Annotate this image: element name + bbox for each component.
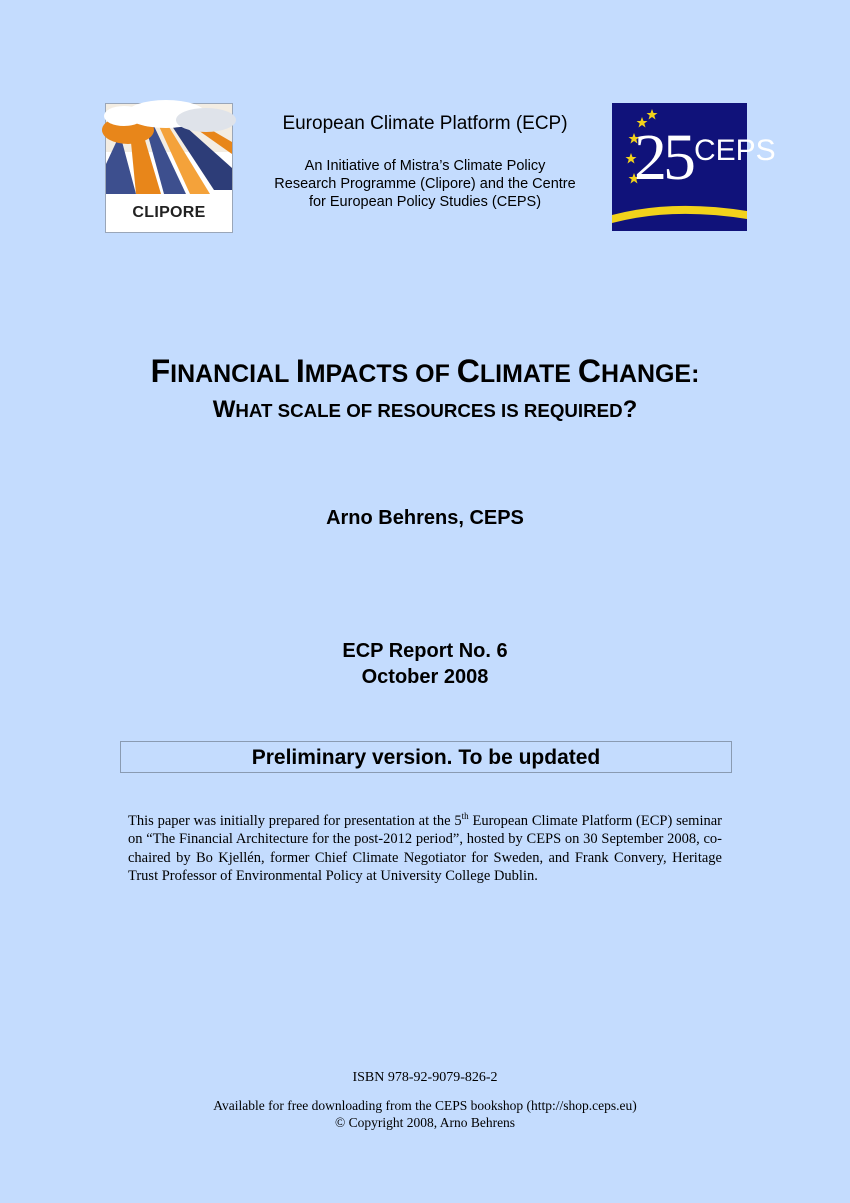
download-note: Available for free downloading from the CEPS bookshop (http://shop.ceps.eu) (213, 1098, 637, 1113)
organization-subtitle-line: for European Policy Studies (CEPS) (308, 194, 542, 210)
title-main: FINANCIAL IMPACTS OF CLIMATE CHANGE: (150, 353, 700, 389)
intro-paragraph: This paper was initially prepared for presentation at the 5th European Climate Platform (ECP) seminar on “The Financial Architecture for the post-2012 period”, hosted by CEPS on 30 September 2008, co-chaired by Bo Kjellén, former Chief Climate Negotiator for Sweden, and Frank Convery, Heritage Trust Professor of Environmental Policy at University College Dublin. (128, 811, 722, 885)
ceps-logo (612, 103, 776, 231)
report-date: October 2008 (361, 666, 489, 688)
clipore-logo (105, 103, 233, 233)
copyright: © Copyright 2008, Arno Behrens (334, 1115, 516, 1130)
swoosh-icon (612, 206, 747, 223)
isbn: ISBN 978-92-9079-826-2 (352, 1070, 498, 1085)
organization-subtitle-line: Research Programme (Clipore) and the Centre (274, 176, 576, 192)
report-info (0, 638, 850, 690)
report-number: ECP Report No. 6 (342, 640, 508, 662)
footer (0, 1097, 850, 1131)
organization-subtitle-line: An Initiative of Mistra’s Climate Policy (304, 158, 546, 174)
title-subtitle: WHAT SCALE OF RESOURCES IS REQUIRED? (212, 396, 638, 423)
ceps-logo-number: 25 (634, 121, 692, 194)
preliminary-notice: Preliminary version. To be updated (120, 741, 732, 773)
clipore-logo-text: CLIPORE (132, 204, 206, 221)
organization-subtitle (240, 157, 610, 211)
document-title (0, 352, 850, 426)
organization-title: European Climate Platform (ECP) (282, 113, 568, 134)
organization-header (240, 113, 610, 211)
ceps-logo-word: CEPS (694, 134, 776, 167)
author: Arno Behrens, CEPS (326, 507, 524, 529)
